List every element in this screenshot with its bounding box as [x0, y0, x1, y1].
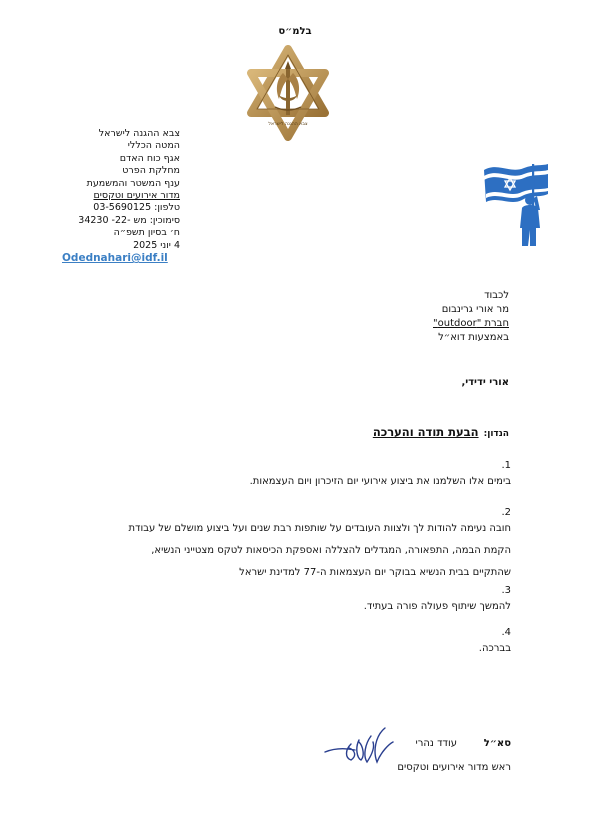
- signature-rank: סא״ל: [483, 738, 511, 749]
- unit-line-army: צבא ההגנה לישראל: [98, 128, 180, 139]
- signature-role: ראש מדור אירועים וטקסים: [397, 762, 511, 773]
- unit-line-discipline-branch: ענף המשטר והמשמעת: [86, 177, 180, 189]
- signature-block: [251, 722, 511, 792]
- item-number: 2.: [501, 507, 511, 518]
- item-number: 4.: [501, 627, 511, 638]
- unit-header-block: [50, 128, 180, 252]
- hebrew-date-line: ח׳ בסיון תשפ״ה: [113, 227, 180, 239]
- phone-line: טלפון: 03-5690125: [93, 202, 180, 214]
- item-text: להמשך שיתוף פעולה פורה בעתיד.: [363, 601, 511, 612]
- item-text: חובה נעימה להודות לך ולצוות העובדים על שותפות רבת שנים ועל ביצוע מושלם של עבודת הקמת הבמה, התפאורה, המגדלים להצללה ואספקת הכיסאות לטקס מצטייני הנשיא, שהתקיים בבית הנשיא בבוקר יום העצמאות ה-77 למדינת ישראל: [128, 523, 511, 578]
- gregorian-date-line: 4 יוני 2025: [133, 239, 180, 251]
- email-link[interactable]: Odednahari@idf.il: [62, 252, 168, 264]
- list-item: [91, 507, 511, 584]
- handwritten-signature-icon: [315, 722, 405, 772]
- subject-label: הנדון:: [483, 429, 509, 439]
- list-item: [91, 627, 511, 660]
- item-number: 3.: [501, 585, 511, 596]
- emblem-text: צבא ההגנה לישראל: [268, 122, 308, 127]
- unit-line-events-section: מדור אירועים וטקסים: [93, 190, 180, 202]
- recipient-via: באמצעות דוא״ל: [438, 332, 509, 343]
- soldier-with-israel-flag-icon: [474, 160, 552, 248]
- signature-name: עודד נהרי: [415, 738, 457, 749]
- recipient-honorific: לכבוד: [484, 290, 509, 301]
- item-text: בימים אלו השלמנו את ביצוע אירועי יום הזיכרון ויום העצמאות.: [249, 476, 511, 487]
- idf-emblem-icon: [245, 45, 331, 141]
- recipient-company: חברת "outdoor": [433, 318, 509, 329]
- unit-line-general-staff: המטה הכללי: [127, 140, 180, 152]
- unit-line-manpower-directorate: אגף כוח האדם: [119, 152, 180, 164]
- subject-text: הבעת תודה והערכה: [372, 425, 479, 439]
- list-item: [91, 585, 511, 618]
- recipient-block: [269, 289, 509, 345]
- classification-label: בלמ״ס: [278, 26, 312, 37]
- reference-line: סימוכין: מש -22- 34230: [78, 214, 180, 226]
- recipient-name: מר אורי גרינבום: [441, 304, 509, 315]
- subject-line: [209, 421, 509, 440]
- item-text: בברכה.: [478, 643, 511, 654]
- greeting: אורי ידידי,: [461, 377, 509, 388]
- unit-line-individual-department: מחלקת הפרט: [122, 165, 180, 177]
- item-number: 1.: [501, 460, 511, 471]
- list-item: [91, 460, 511, 493]
